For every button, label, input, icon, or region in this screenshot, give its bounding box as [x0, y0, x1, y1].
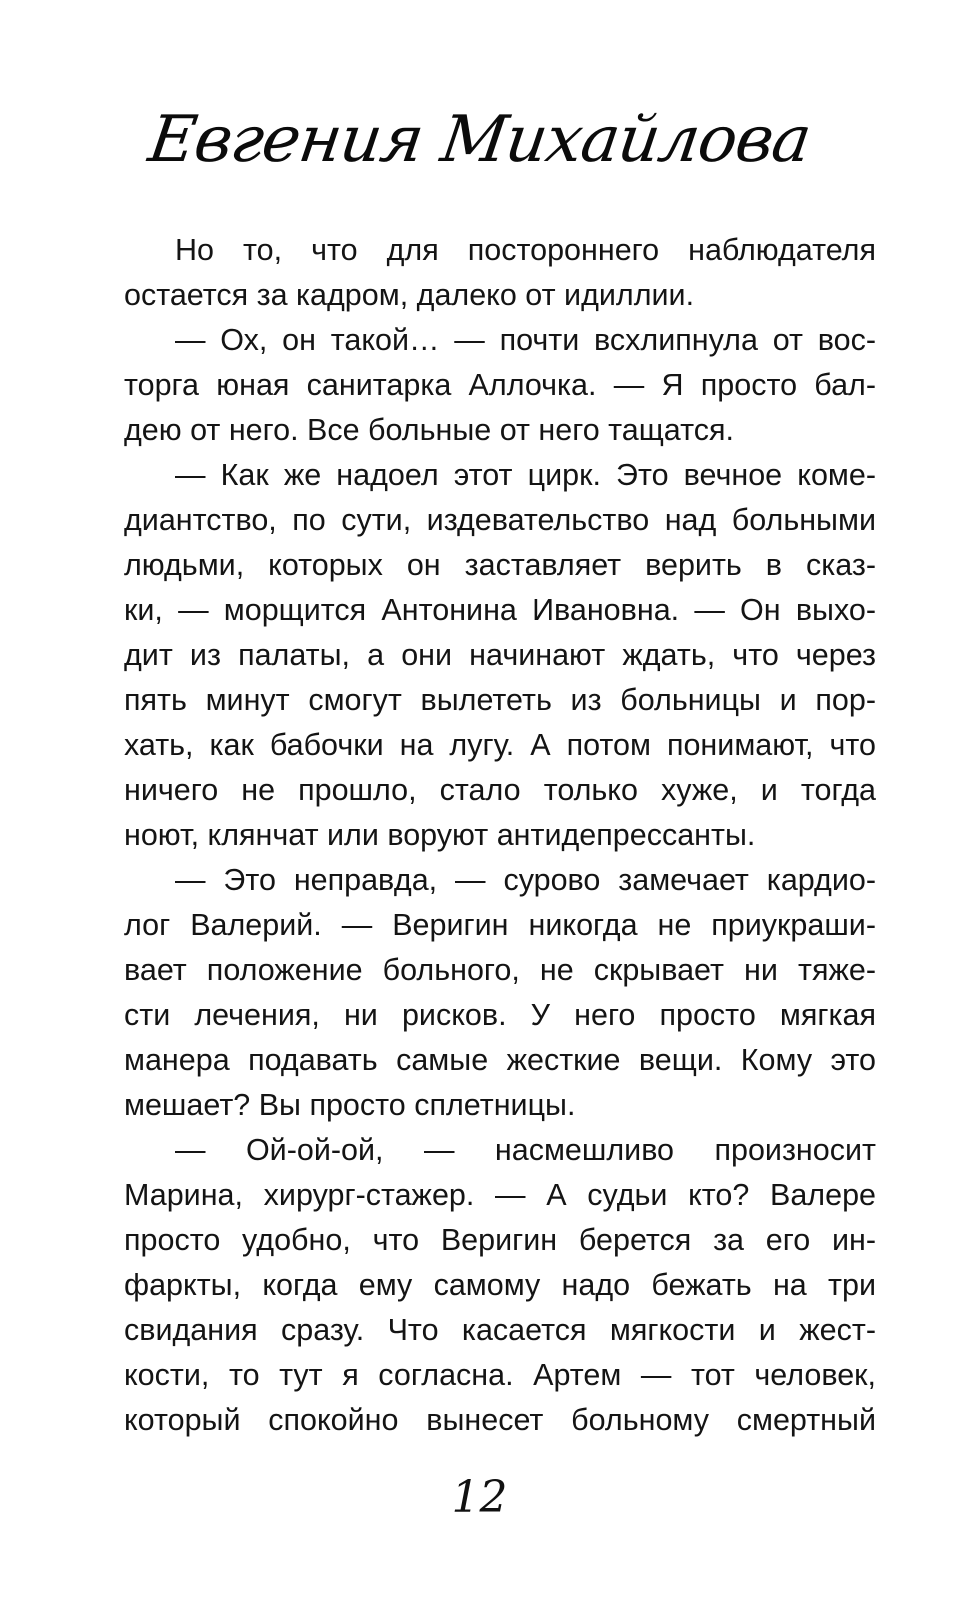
page-number: 12 — [451, 1472, 508, 1523]
text-line: — Это неправда, — сурово замечает кардио- — [175, 863, 876, 897]
text-line: ки, — морщится Антонина Ивановна. — Он выхо- — [124, 593, 876, 627]
text-line: остается за кадром, далеко от идиллии. — [124, 278, 695, 312]
text-line: мешает? Вы просто сплетницы. — [124, 1088, 576, 1122]
text-line: Но то, что для постороннего наблюдателя — [175, 233, 876, 267]
text-line: — Как же надоел этот цирк. Это вечное коме- — [175, 458, 876, 492]
text-line: манера подавать самые жесткие вещи. Кому это — [124, 1043, 876, 1077]
text-line: сти лечения, ни рисков. У него просто мягкая — [124, 998, 876, 1032]
text-line: людьми, которых он заставляет верить в сказ- — [124, 548, 876, 582]
text-line: ноют, клянчат или воруют антидепрессанты. — [124, 818, 756, 852]
text-line: ничего не прошло, стало только хуже, и тогда — [124, 773, 876, 807]
text-line: который спокойно вынесет больному смертный — [124, 1403, 876, 1437]
text-line: фаркты, когда ему самому надо бежать на три — [124, 1268, 876, 1302]
running-header-author: Евгения Михайлова — [144, 103, 815, 177]
text-line: Марина, хирург-стажер. — А судьи кто? Валере — [124, 1178, 876, 1212]
text-line: свидания сразу. Что касается мягкости и жест- — [124, 1313, 876, 1347]
text-line: диантство, по сути, издевательство над больными — [124, 503, 876, 537]
text-line: вает положение больного, не скрывает ни тяже- — [124, 953, 876, 987]
text-line: торга юная санитарка Аллочка. — Я просто бал- — [124, 368, 876, 402]
body-text — [124, 228, 876, 1443]
text-line: хать, как бабочки на лугу. А потом понимают, что — [124, 728, 876, 762]
text-line: — Ой-ой-ой, — насмешливо произносит — [175, 1133, 876, 1167]
text-line: дею от него. Все больные от него тащатся. — [124, 413, 734, 447]
text-line: просто удобно, что Веригин берется за его ин- — [124, 1223, 876, 1257]
text-line: дит из палаты, а они начинают ждать, что через — [124, 638, 876, 672]
text-line: — Ох, он такой… — почти всхлипнула от вос- — [175, 323, 876, 357]
text-line: пять минут смогут вылететь из больницы и пор- — [124, 683, 876, 717]
text-line: кости, то тут я согласна. Артем — тот человек, — [124, 1358, 876, 1392]
text-line: лог Валерий. — Веригин никогда не приукраши- — [124, 908, 876, 942]
